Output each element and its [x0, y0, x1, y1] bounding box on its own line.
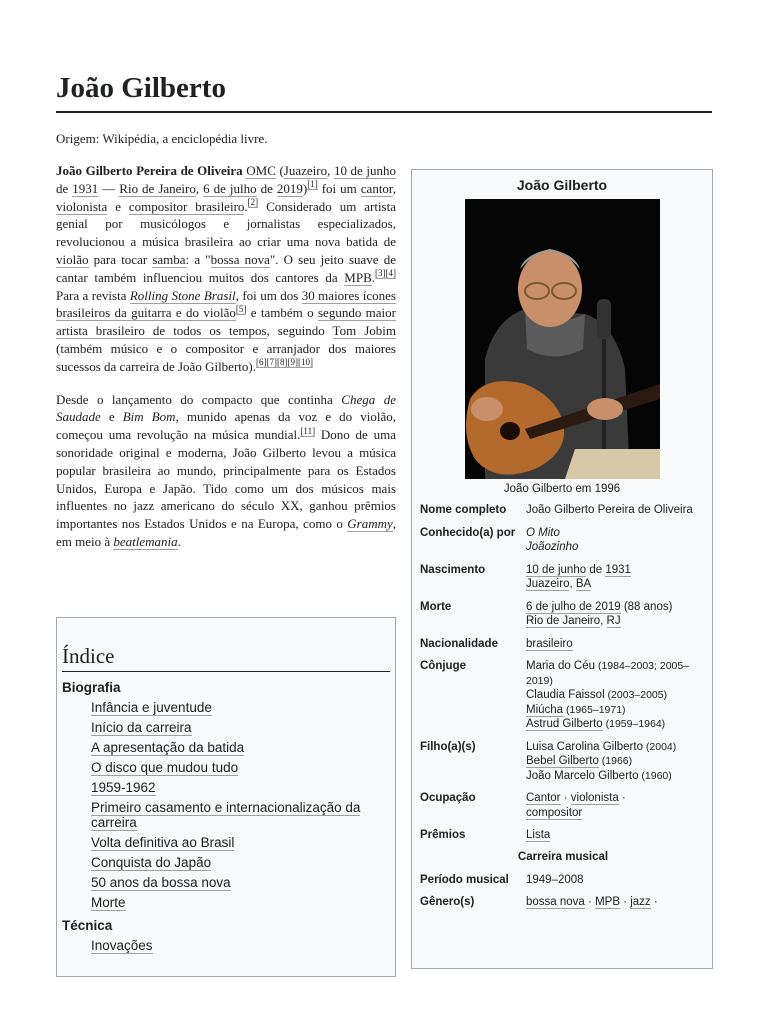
text: e	[100, 409, 123, 425]
text: (88 anos)	[620, 600, 673, 613]
link-brasileiro[interactable]: brasileiro	[526, 637, 573, 650]
spouse-name: Claudia Faissol	[526, 689, 605, 701]
ref-1[interactable]: [1]	[307, 179, 318, 190]
text: Para a revista	[56, 287, 130, 303]
text: , seguindo	[266, 323, 333, 339]
label: Conhecido(a) por	[420, 526, 516, 539]
text: (também músico e o compositor e arranjador dos maiores sucessos da carreira de João Gilberto).	[56, 340, 396, 374]
link-death-state[interactable]: RJ	[606, 615, 621, 627]
label: Morte	[420, 600, 452, 613]
label: Período musical	[420, 873, 509, 886]
link-birth-city[interactable]: Juazeiro	[526, 578, 570, 590]
spouse-years: (2003–2005)	[604, 689, 668, 701]
label: Gênero(s)	[420, 896, 475, 908]
photo-caption: João Gilberto em 1996	[503, 483, 621, 495]
text: e também o	[246, 305, 318, 321]
link-2019[interactable]: 2019	[276, 180, 303, 196]
separator: ·	[618, 792, 626, 804]
spouse-years: (1984–2003; 2005–2019)	[526, 660, 690, 687]
toc-list-biografia	[57, 700, 395, 910]
portrait-photo[interactable]	[465, 199, 660, 479]
row-nascimento	[420, 563, 706, 592]
child-year: (1960)	[638, 769, 672, 782]
value	[526, 600, 706, 629]
text: , foi um dos	[235, 287, 302, 303]
text: ,	[600, 615, 607, 627]
link-genre-jazz[interactable]: jazz	[630, 896, 651, 908]
text: de	[56, 180, 73, 196]
label: Cônjuge	[420, 660, 466, 672]
spouse-years: (1965–1971)	[563, 703, 626, 716]
value	[526, 659, 706, 732]
value	[526, 828, 706, 843]
link-rio-de-janeiro[interactable]: Rio de Janeiro	[119, 180, 196, 196]
toc-item[interactable]: A apresentação da batida	[91, 740, 245, 755]
row-nome-completo	[420, 503, 706, 518]
label: Prêmios	[420, 829, 466, 841]
link-birth-state[interactable]: BA	[575, 578, 592, 590]
text: —	[98, 180, 120, 196]
title-chega-de-saudade: Chega de Saudade	[56, 391, 396, 425]
link-violonista-occupation[interactable]: violonista	[570, 792, 619, 804]
text: .	[371, 269, 375, 285]
child-year: (2004)	[642, 740, 677, 753]
value	[526, 791, 706, 820]
text: ". O seu jeito suave de cantar também influenciou muitos dos cantores da	[56, 251, 396, 285]
text: , munido apenas da voz e do violão, começou uma revolução na música mundial.	[56, 409, 396, 443]
link-compositor-occupation[interactable]: compositor	[526, 806, 583, 819]
nickname-2: Joãozinho	[526, 541, 579, 553]
link-birth-date[interactable]: 10 de junho	[526, 563, 587, 576]
link-10-junho[interactable]: 10 de junho	[333, 163, 397, 178]
child-name: João Marcelo Gilberto	[526, 769, 639, 782]
toc-item[interactable]: Início da carreira	[91, 720, 192, 735]
toc-item[interactable]: Infância e juventude	[91, 700, 212, 715]
link-compositor-brasileiro[interactable]: compositor brasileiro	[128, 198, 245, 214]
text: .	[244, 198, 248, 214]
value	[526, 895, 706, 910]
link-violao[interactable]: violão	[56, 251, 89, 267]
title-bim-bom: Bim Bom	[122, 409, 176, 425]
link-death-city[interactable]: Rio de Janeiro	[526, 615, 601, 627]
link-birth-year[interactable]: 1931	[605, 563, 631, 576]
row-genero	[420, 895, 706, 910]
value: 1949–2008	[526, 873, 584, 886]
value	[526, 563, 706, 592]
label: Ocupação	[420, 792, 476, 804]
link-miucha[interactable]: Miúcha	[526, 703, 564, 716]
text: ,	[569, 578, 576, 590]
link-juazeiro[interactable]: Juazeiro	[283, 163, 328, 178]
text: de	[586, 563, 606, 576]
ref-5[interactable]: [5]	[235, 304, 247, 315]
text: ,	[327, 163, 334, 178]
link-bossa-nova[interactable]: bossa nova	[210, 251, 270, 267]
child-name: Luisa Carolina Gilberto	[526, 740, 643, 753]
link-bebel-gilberto[interactable]: Bebel Gilberto	[526, 755, 599, 767]
value	[526, 526, 706, 555]
link-beatlemania[interactable]: beatlemania	[113, 533, 178, 549]
infobox	[411, 169, 713, 969]
toc-title: Índice	[62, 644, 390, 672]
link-genre-bossa-nova[interactable]: bossa nova	[526, 896, 585, 908]
text: , em meio à	[56, 516, 396, 549]
link-cantor-occupation[interactable]: Cantor	[526, 792, 561, 804]
text: de	[256, 180, 277, 196]
link-6-julho[interactable]: 6 de julho	[203, 180, 257, 196]
text: Considerado um artista genial por musicólogos e jornalistas especializados, revolucionou a música brasileira ao criar uma nova batida de	[56, 198, 396, 250]
section-carreira-musical: Carreira musical	[517, 850, 609, 863]
separator: ·	[584, 896, 596, 908]
child-year: (1966)	[598, 755, 633, 767]
link-1931[interactable]: 1931	[72, 180, 99, 196]
link-death-date[interactable]: 6 de julho de 2019	[526, 600, 621, 613]
text: e	[107, 198, 129, 214]
origin-note: Origem: Wikipédia, a enciclopédia livre.	[56, 131, 268, 146]
link-omc[interactable]: OMC	[246, 163, 276, 178]
toc-item[interactable]: Volta definitiva ao Brasil	[91, 835, 235, 850]
text: para tocar	[88, 251, 153, 267]
value	[526, 740, 706, 784]
toc-item[interactable]: Conquista do Japão	[91, 855, 212, 870]
link-genre-mpb[interactable]: MPB	[595, 896, 620, 908]
infobox-title: João Gilberto	[516, 177, 608, 193]
row-conjuge	[420, 659, 706, 732]
nickname-1: O Mito	[526, 526, 560, 539]
text: : a "	[185, 251, 211, 267]
spouse-years: (1959–1964)	[602, 718, 666, 730]
value	[526, 637, 706, 652]
link-cantor[interactable]: cantor	[360, 180, 393, 196]
row-conhecido-por	[420, 526, 706, 555]
row-periodo-musical	[420, 873, 706, 888]
separator: ·	[560, 792, 571, 804]
link-rolling-stone-brasil[interactable]: Rolling Stone Brasil	[129, 287, 236, 303]
link-samba[interactable]: samba	[152, 251, 186, 267]
label: Nacionalidade	[420, 637, 498, 650]
value: João Gilberto Pereira de Oliveira	[526, 504, 693, 516]
toc-item[interactable]: Primeiro casamento e internacionalização da carreira	[91, 800, 361, 830]
text: (	[275, 163, 284, 178]
label: Nascimento	[420, 563, 486, 576]
table-of-contents	[56, 617, 396, 977]
lead-paragraph-2	[56, 391, 396, 551]
row-nacionalidade	[420, 637, 706, 652]
page-title: João Gilberto	[56, 72, 712, 113]
text: ,	[392, 180, 396, 196]
spouse-name: Maria do Céu	[526, 660, 596, 672]
text: .	[177, 533, 181, 549]
link-tom-jobim[interactable]: Tom Jobim	[332, 323, 396, 339]
lead-text	[56, 162, 396, 566]
subject-name: João Gilberto Pereira de Oliveira	[56, 163, 243, 178]
separator: ·	[650, 896, 658, 908]
row-ocupacao	[420, 791, 706, 820]
toc-item[interactable]: Morte	[91, 895, 126, 910]
portrait-illustration	[465, 199, 660, 479]
link-grammy[interactable]: Grammy	[347, 516, 393, 532]
row-morte	[420, 600, 706, 629]
toc-item[interactable]: O disco que mudou tudo	[91, 760, 239, 775]
link-segundo-maior[interactable]: segundo maior artista brasileiro de todos os tempos	[56, 305, 396, 339]
lead-paragraph-1	[56, 162, 396, 376]
text: foi um	[317, 180, 361, 196]
text: )	[302, 180, 308, 196]
label: Nome completo	[420, 504, 507, 516]
toc-item[interactable]: 50 anos da bossa nova	[91, 875, 231, 890]
toc-item[interactable]: Inovações	[91, 938, 153, 953]
ref-3-4[interactable]: [3][4]	[375, 268, 396, 279]
link-violonista[interactable]: violonista	[56, 198, 108, 214]
text: Dono de uma sonoridade original e moderna, João Gilberto levou a música popular brasileira ao mundo, principalmente para os Estados Unidos, Europa e Japão. Tido como um dos músicos mais influentes no jazz americano do século XX, ganhou prêmios importantes nos Estados Unidos e na Europa, como o	[56, 427, 396, 532]
link-30-maiores[interactable]: 30 maiores ícones brasileiros da guitarra e do violão	[56, 287, 396, 321]
link-astrud-gilberto[interactable]: Astrud Gilberto	[526, 718, 603, 730]
toc-list-tecnica	[57, 938, 395, 953]
ref-6-10[interactable]: [6][7][8][9][10]	[255, 357, 313, 368]
link-mpb[interactable]: MPB	[344, 269, 372, 285]
toc-section-tecnica[interactable]: Técnica	[62, 918, 113, 933]
toc-section-biografia[interactable]: Biografia	[62, 680, 121, 695]
ref-11[interactable]: [11]	[300, 425, 316, 436]
row-premios	[420, 828, 706, 843]
label: Filho(a)(s)	[420, 740, 476, 753]
separator: ·	[619, 896, 631, 908]
text: Desde o lançamento do compacto que continha	[56, 391, 342, 407]
text: ,	[195, 180, 204, 196]
row-filhos	[420, 740, 706, 784]
toc-item[interactable]: 1959-1962	[91, 780, 156, 795]
ref-2[interactable]: [2]	[247, 197, 259, 208]
infobox-rows	[420, 503, 706, 918]
link-lista-premios[interactable]: Lista	[526, 829, 551, 841]
